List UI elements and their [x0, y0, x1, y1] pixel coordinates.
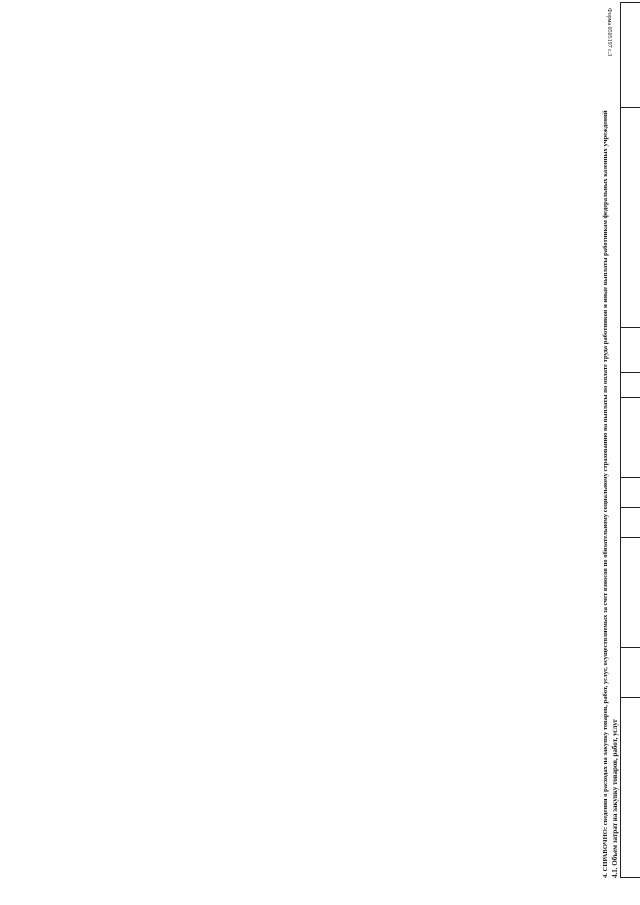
t1-line	[620, 2, 640, 3]
rotated-page	[600, 0, 640, 878]
col-header-kosgu	[620, 509, 640, 537]
col-header-sum	[620, 108, 640, 328]
col-header-subgroup	[620, 650, 640, 696]
col-header-rowcode	[620, 373, 640, 397]
t1-line	[620, 647, 640, 648]
t1-line	[620, 537, 640, 538]
t1-line	[620, 397, 640, 398]
t1-line	[620, 507, 640, 508]
col-header-year	[620, 399, 640, 477]
form-code: Форма 0505197 с.3	[606, 8, 612, 57]
col-header-okpd	[620, 540, 640, 646]
col-header-obligations	[620, 4, 640, 106]
section41-subtitle: 4.1. Объем затрат на закупку товаров, работ, услуг	[611, 718, 619, 878]
section4-title: 4. СПРАВОЧНО: сведения о расходах на закупку товаров, работ, услуг, осуществляемых за счет взносов по обязательному социальному страхованию на выплаты по оплате труда работников и иные выплаты работникам федеральных казенных учреждений	[602, 110, 609, 878]
col-header-name	[620, 698, 640, 878]
t1-line	[620, 477, 640, 478]
col-header-extra	[620, 479, 640, 507]
